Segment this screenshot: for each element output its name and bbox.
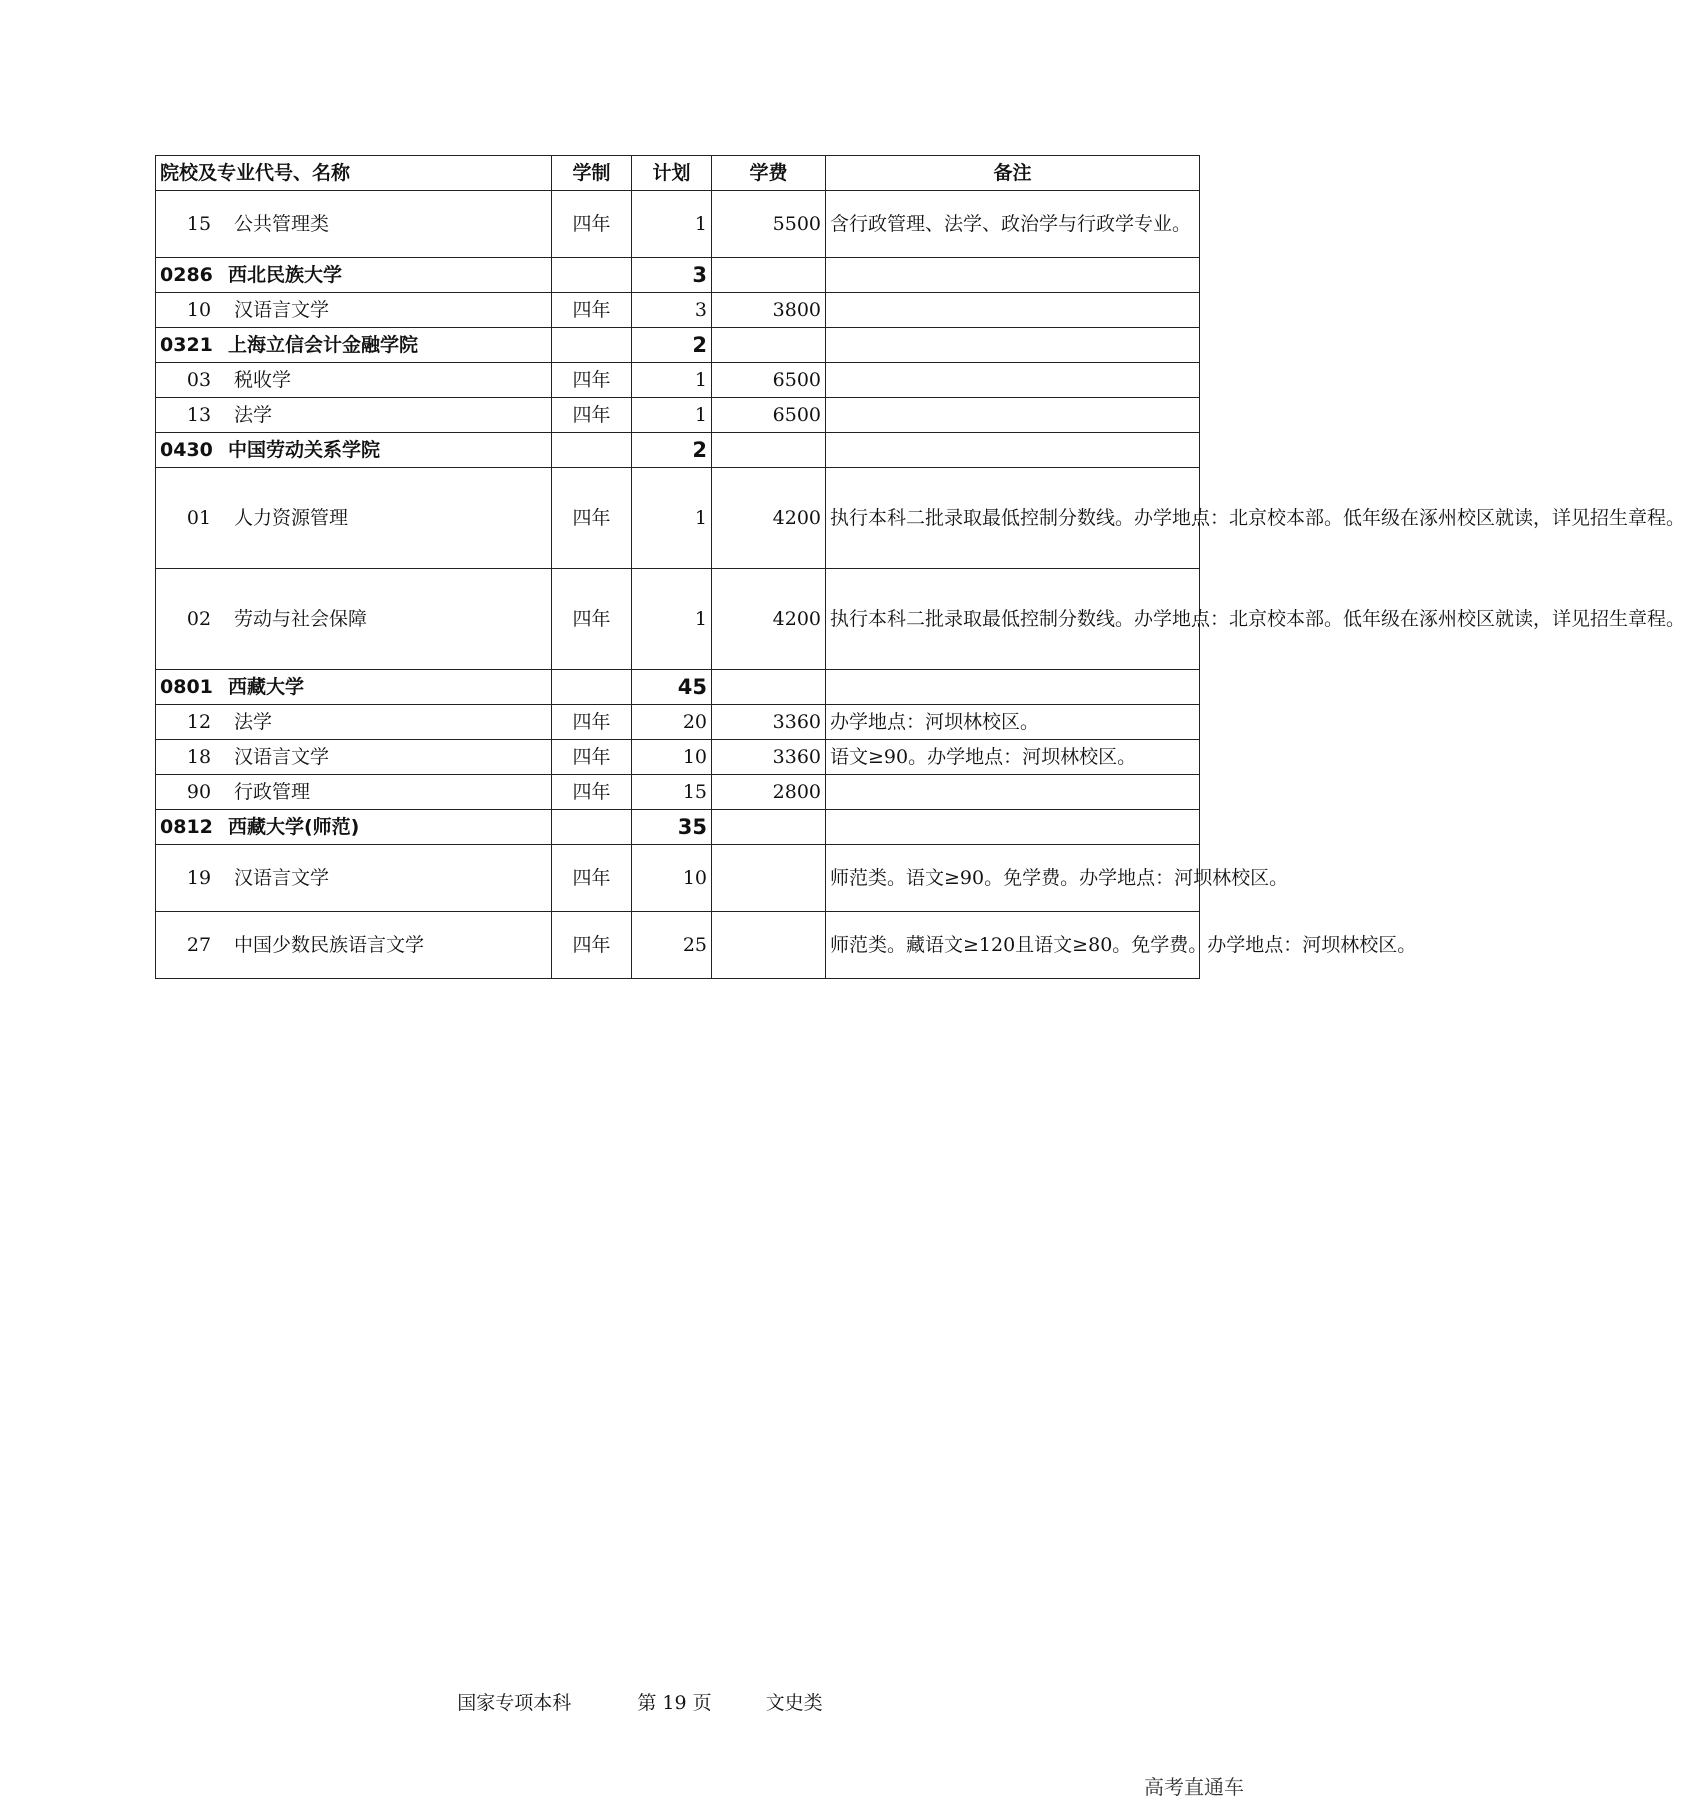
plan-count: 3 [632, 293, 712, 328]
school-name: 西藏大学 [228, 676, 305, 698]
school-code: 0430 [160, 439, 213, 461]
school-row [156, 258, 1200, 293]
fee-cell [712, 258, 826, 293]
major-name: 行政管理 [234, 781, 311, 803]
major-cell [156, 293, 552, 328]
plan-total: 2 [632, 433, 712, 468]
duration-cell [552, 433, 632, 468]
school-row [156, 328, 1200, 363]
duration-cell [552, 670, 632, 705]
school-code: 0321 [160, 334, 213, 356]
major-code: 02 [186, 608, 212, 630]
duration-cell [552, 258, 632, 293]
duration: 四年 [552, 740, 632, 775]
school-cell [156, 810, 552, 845]
plan-count: 10 [632, 845, 712, 912]
major-code: 10 [186, 299, 212, 321]
fee-cell [712, 810, 826, 845]
school-name: 西北民族大学 [228, 264, 343, 286]
header-duration: 学制 [552, 156, 632, 191]
school-cell [156, 670, 552, 705]
tuition-fee: 3360 [712, 740, 826, 775]
major-row [156, 775, 1200, 810]
duration-cell [552, 810, 632, 845]
note-cell [826, 670, 1200, 705]
tuition-fee [712, 912, 826, 979]
note-cell [826, 433, 1200, 468]
major-cell [156, 705, 552, 740]
major-name: 税收学 [234, 369, 292, 391]
footer-subject: 文史类 [765, 1692, 823, 1714]
school-cell [156, 258, 552, 293]
tuition-fee: 2800 [712, 775, 826, 810]
table-header-row [156, 156, 1200, 191]
duration: 四年 [552, 191, 632, 258]
major-code: 12 [186, 711, 212, 733]
note: 师范类。语文≥90。免学费。办学地点：河坝林校区。 [826, 845, 1200, 912]
tuition-fee: 3360 [712, 705, 826, 740]
tuition-fee [712, 845, 826, 912]
plan-total: 35 [632, 810, 712, 845]
major-name: 汉语言文学 [234, 746, 330, 768]
major-code: 19 [186, 867, 212, 889]
major-name: 汉语言文学 [234, 867, 330, 889]
major-code: 01 [186, 507, 212, 529]
note-cell [826, 258, 1200, 293]
major-cell [156, 468, 552, 569]
major-code: 15 [186, 213, 212, 235]
major-cell [156, 569, 552, 670]
major-cell [156, 363, 552, 398]
tuition-fee: 4200 [712, 468, 826, 569]
major-cell [156, 740, 552, 775]
duration: 四年 [552, 293, 632, 328]
tuition-fee: 4200 [712, 569, 826, 670]
school-code: 0812 [160, 816, 213, 838]
note-cell [826, 810, 1200, 845]
note: 师范类。藏语文≥120且语文≥80。免学费。办学地点：河坝林校区。 [826, 912, 1200, 979]
plan-count: 25 [632, 912, 712, 979]
major-row [156, 468, 1200, 569]
major-name: 公共管理类 [234, 213, 330, 235]
header-note: 备注 [826, 156, 1200, 191]
plan-total: 45 [632, 670, 712, 705]
note: 含行政管理、法学、政治学与行政学专业。 [826, 191, 1200, 258]
school-code: 0801 [160, 676, 213, 698]
major-row [156, 845, 1200, 912]
major-row [156, 740, 1200, 775]
duration-cell [552, 328, 632, 363]
fee-cell [712, 433, 826, 468]
school-name: 上海立信会计金融学院 [228, 334, 419, 356]
major-code: 90 [186, 781, 212, 803]
school-name: 西藏大学(师范) [228, 816, 360, 838]
major-row [156, 705, 1200, 740]
plan-total: 2 [632, 328, 712, 363]
major-name: 中国少数民族语言文学 [234, 934, 425, 956]
fee-cell [712, 328, 826, 363]
major-row [156, 912, 1200, 979]
duration: 四年 [552, 775, 632, 810]
major-code: 03 [186, 369, 212, 391]
major-name: 法学 [234, 404, 273, 426]
major-name: 法学 [234, 711, 273, 733]
tuition-fee: 5500 [712, 191, 826, 258]
header-plan: 计划 [632, 156, 712, 191]
plan-count: 1 [632, 398, 712, 433]
plan-count: 1 [632, 363, 712, 398]
plan-count: 20 [632, 705, 712, 740]
major-cell [156, 398, 552, 433]
major-row [156, 191, 1200, 258]
tuition-fee: 3800 [712, 293, 826, 328]
note [826, 293, 1200, 328]
major-row [156, 569, 1200, 670]
plan-count: 1 [632, 191, 712, 258]
duration: 四年 [552, 705, 632, 740]
major-name: 汉语言文学 [234, 299, 330, 321]
plan-count: 1 [632, 468, 712, 569]
plan-count: 15 [632, 775, 712, 810]
note: 执行本科二批录取最低控制分数线。办学地点：北京校本部。低年级在涿州校区就读，详见招生章程。 [826, 569, 1200, 670]
enrollment-plan-table [155, 155, 1685, 979]
duration: 四年 [552, 845, 632, 912]
footer-page-number: 第 19 页 [637, 1692, 712, 1714]
note [826, 398, 1200, 433]
note [826, 363, 1200, 398]
major-name: 人力资源管理 [234, 507, 349, 529]
school-code: 0286 [160, 264, 213, 286]
major-cell [156, 912, 552, 979]
note-cell [826, 328, 1200, 363]
duration: 四年 [552, 912, 632, 979]
major-code: 13 [186, 404, 212, 426]
fee-cell [712, 670, 826, 705]
note: 语文≥90。办学地点：河坝林校区。 [826, 740, 1200, 775]
header-fee: 学费 [712, 156, 826, 191]
tuition-fee: 6500 [712, 363, 826, 398]
plan-total: 3 [632, 258, 712, 293]
major-code: 18 [186, 746, 212, 768]
school-name: 中国劳动关系学院 [228, 439, 381, 461]
major-cell [156, 775, 552, 810]
duration: 四年 [552, 569, 632, 670]
major-row [156, 398, 1200, 433]
note: 执行本科二批录取最低控制分数线。办学地点：北京校本部。低年级在涿州校区就读，详见招生章程。 [826, 468, 1200, 569]
major-name: 劳动与社会保障 [234, 608, 368, 630]
major-row [156, 363, 1200, 398]
header-name: 院校及专业代号、名称 [156, 156, 552, 191]
tuition-fee: 6500 [712, 398, 826, 433]
major-code: 27 [186, 934, 212, 956]
major-row [156, 293, 1200, 328]
plan-count: 1 [632, 569, 712, 670]
plan-count: 10 [632, 740, 712, 775]
school-row [156, 433, 1200, 468]
duration: 四年 [552, 398, 632, 433]
note: 办学地点：河坝林校区。 [826, 705, 1200, 740]
major-cell [156, 845, 552, 912]
page-footer [0, 1688, 1280, 1715]
footer-category: 国家专项本科 [457, 1692, 572, 1714]
watermark: 高考直通车 [1144, 1775, 1244, 1799]
duration: 四年 [552, 363, 632, 398]
school-cell [156, 433, 552, 468]
duration: 四年 [552, 468, 632, 569]
major-cell [156, 191, 552, 258]
school-cell [156, 328, 552, 363]
note [826, 775, 1200, 810]
school-row [156, 810, 1200, 845]
school-row [156, 670, 1200, 705]
